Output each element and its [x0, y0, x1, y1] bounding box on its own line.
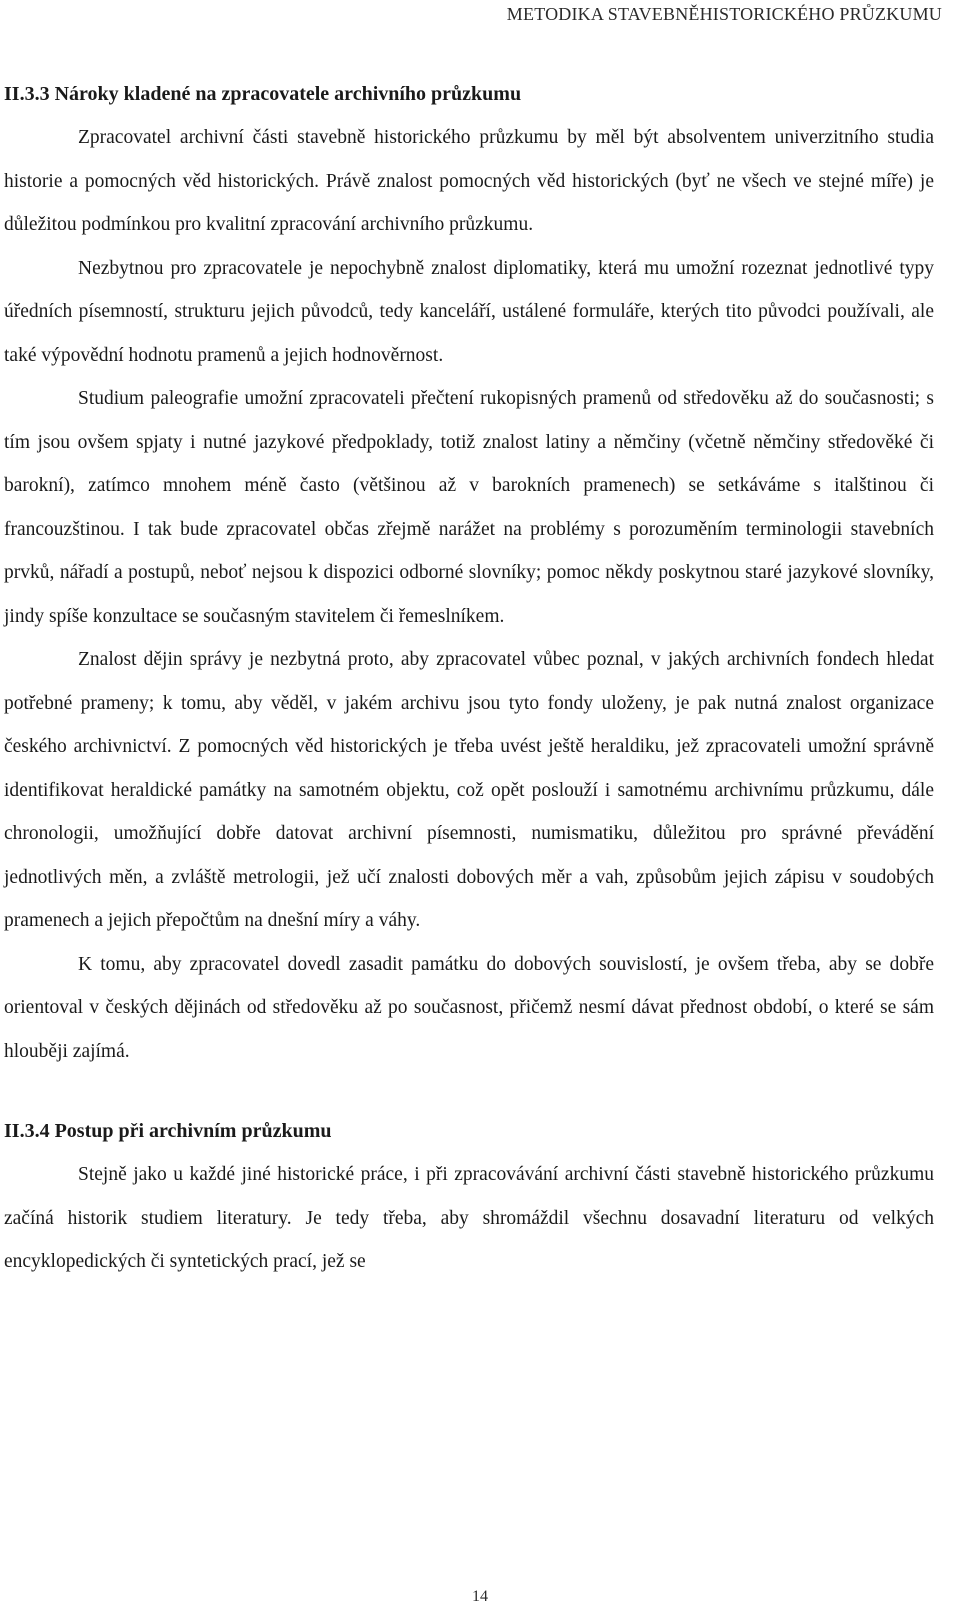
running-header: METODIKA STAVEBNĚHISTORICKÉHO PRŮZKUMU: [506, 4, 942, 24]
paragraph: K tomu, aby zpracovatel dovedl zasadit památku do dobových souvislostí, je ovšem třeba, aby se dobře orientoval v českých dějinách od středověku až po současnost, přičemž nesmí dávat přednost období, o které se sám hlouběji zajímá.: [4, 953, 934, 1062]
paragraph: Zpracovatel archivní části stavebně historického průzkumu by měl být absolventem univerzitního studia historie a pomocných věd historických. Právě znalost pomocných věd historických (byť ne všech ve stejné míře) je důležitou podmínkou pro kvalitní zpracování archivního průzkumu.: [4, 127, 934, 235]
paragraph: Nezbytnou pro zpracovatele je nepochybně znalost diplomatiky, která mu umožní rozeznat jednotlivé typy úředních písemností, strukturu jejich původců, tedy kanceláří, ustálené formuláře, kterých tito původci používali, ale také výpovědní hodnotu pramenů a jejich hodnověrnost.: [4, 257, 934, 366]
paragraph: Znalost dějin správy je nezbytná proto, aby zpracovatel vůbec poznal, v jakých archivních fondech hledat potřebné prameny; k tomu, aby věděl, v jakém archivu jsou tyto fondy uloženy, je pak nutná znalost organizace českého archivnictví. Z pomocných věd historických je třeba uvést ještě heraldiku, jež zpracovateli umožní správně identifikovat heraldické památky na samotném objektu, což opět poslouží i samotnému archivnímu průzkumu, dále chronologii, umožňující dobře datovat archivní písemnosti, numismatiku, důležitou pro správné převádění jednotlivých měn, a zvláště metrologii, jež učí znalosti dobových měr a vah, způsobům jejich zápisu v soudobých pramenech a jejich přepočtům na dnešní míry a váhy.: [4, 649, 934, 931]
page-number: 14: [472, 1588, 488, 1605]
paragraph: Stejně jako u každé jiné historické práce, i při zpracovávání archivní části stavebně historického průzkumu začíná historik studiem literatury. Je tedy třeba, aby shromáždil všechnu dosavadní literaturu od velkých encyklopedických či syntetických prací, jež se: [4, 1164, 934, 1272]
section-heading-2-3-3: II.3.3 Nároky kladené na zpracovatele archivního průzkumu: [4, 83, 522, 105]
paragraph: Studium paleografie umožní zpracovateli přečtení rukopisných pramenů od středověku až do současnosti; s tím jsou ovšem spjaty i nutné jazykové předpoklady, totiž znalost latiny a němčiny (včetně němčiny středověké či barokní), zatímco mnohem méně často (většinou až v barokních pramenech) se setkáváme s italštinou či francouzštinou. I tak bude zpracovatel občas zřejmě narážet na problémy s porozuměním terminologii stavebních prvků, nářadí a postupů, neboť nejsou k dispozici odborné slovníky; pomoc někdy poskytnou staré jazykové slovníky, jindy spíše konzultace se současným stavitelem či řemeslníkem.: [4, 388, 934, 627]
section-heading-2-3-4: II.3.4 Postup při archivním průzkumu: [4, 1120, 332, 1142]
page-content: [4, 72, 934, 1284]
